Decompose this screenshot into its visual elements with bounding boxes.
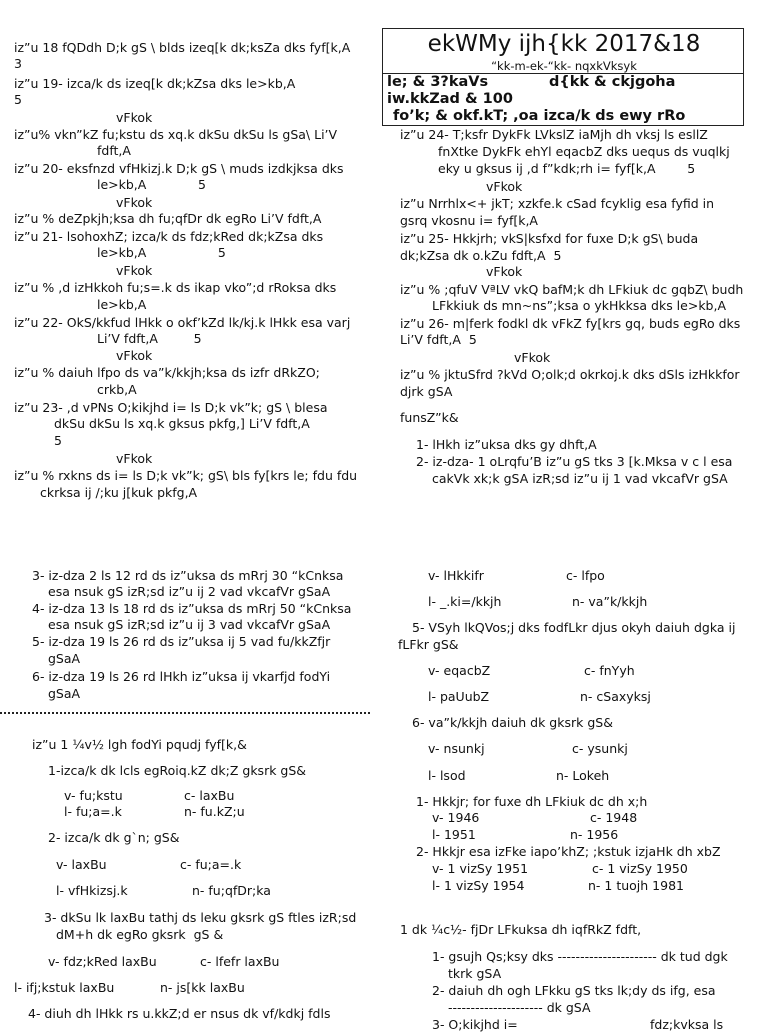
- instruction-item: esa nsuk gS izR;sd iz”u ij 2 vad vkcafVr gSaA: [48, 584, 331, 599]
- instruction-item: 5- iz-dza 19 ls 26 rd ds iz”uksa ij 5 vad fu/kkZfjr: [32, 634, 331, 649]
- question-text: iz”u % ,d izHkkoh fu;s=.k ds ikap vko”;d rRoksa dks: [14, 280, 337, 295]
- exam-max-marks: iw.kkZad & 100: [387, 91, 513, 107]
- or-label: vFkok: [116, 195, 153, 210]
- mcq-option: v- nsunkj: [428, 741, 485, 756]
- mcq-question: dM+h dk egRo gksrk gS &: [56, 927, 224, 942]
- mcq-option: n- fu.kZ;u: [184, 804, 245, 819]
- exam-subject: fo’k; & okf.kT; ,oa izca/k ds ewy rRo: [393, 108, 686, 124]
- fill-blank-item: --------------------- dk gSA: [448, 1000, 591, 1015]
- exam-class: d{kk & ckjgoha: [549, 74, 676, 90]
- mcq-question: 3- dkSu lk laxBu tathj ds leku gksrk gS ftles izR;sd: [44, 910, 357, 925]
- question-text: dkSu dkSu ls xq.k gksus pkfg,] Li’V fdft,A: [54, 416, 310, 431]
- question-text: iz”u 23- ,d vPNs O;kikjhd i= ls D;k vk”k; gS \ blesa: [14, 400, 328, 415]
- instruction-item: esa nsuk gS izR;sd iz”u ij 3 vad vkcafVr gSaA: [48, 617, 331, 632]
- mcq-option: l- 1 vizSy 1954: [432, 878, 525, 893]
- question-marks: 5: [54, 433, 62, 448]
- mcq-question: fLFkr gS&: [398, 637, 459, 652]
- question-marks: 5: [14, 92, 22, 107]
- exam-header-box: [382, 28, 744, 74]
- question-text: djrk gSA: [400, 384, 453, 399]
- question-text: ckrksa ij /;ku j[kuk pkfg,A: [40, 485, 198, 500]
- question-text: iz”u % ;qfuV VªLV vkQ bafM;k dh LFkiuk dc gqbZ\ budh: [400, 282, 744, 297]
- mcq-option: v- eqacbZ: [428, 663, 491, 678]
- question-text: fnXtke DykFk ehYl eqacbZ dks uequs ds vuqlkj: [438, 144, 730, 159]
- question-text: le>kb,A 5: [97, 177, 206, 192]
- mcq-question: 5- VSyh lkQVos;j dks fodfLkr djus okyh daiuh dgka ij: [412, 620, 736, 635]
- question-text: iz”u% vkn”kZ fu;kstu ds xq.k dkSu dkSu ls gSa\ Li’V: [14, 127, 338, 142]
- question-text: le>kb,A: [97, 297, 147, 312]
- question-text: iz”u 21- lsohoxhZ; izca/k ds fdz;kRed dk;kZsa dks: [14, 229, 324, 244]
- question-text: iz”u % jktuSfrd ?kVd O;olk;d okrkoj.k dks dSls izHkkfor: [400, 367, 740, 382]
- question-text: le>kb,A 5: [97, 245, 226, 260]
- mcq-option: c- fu;a=.k: [180, 857, 242, 872]
- mcq-option: l- lsod: [428, 768, 466, 783]
- mcq-question: 1- Hkkjr; for fuxe dh LFkiuk dc dh x;h: [416, 794, 648, 809]
- mcq-option: l- ifj;kstuk laxBu: [14, 980, 115, 995]
- question-text: iz”u 19- izca/k ds izeq[k dk;kZsa dks le>kb,A: [14, 76, 296, 91]
- question-text: fdft,A: [97, 143, 131, 158]
- mcq-option: n- 1 tuojh 1981: [588, 878, 684, 893]
- or-label: vFkok: [116, 451, 153, 466]
- mcq-option: c- lfpo: [566, 568, 605, 583]
- fill-blank-item: 1- gsujh Qs;ksy dks ---------------------- dk tud dgk: [432, 949, 728, 964]
- or-label: vFkok: [116, 110, 153, 125]
- exam-info-box: [382, 74, 744, 126]
- question-text: iz”u % daiuh lfpo ds va”k/kkjh;ksa ds izfr dRkZO;: [14, 365, 320, 380]
- mcq-option: n- fu;qfDr;ka: [192, 883, 271, 898]
- instructions-heading: funsZ”k&: [400, 410, 459, 425]
- mcq-question: 4- diuh dh lHkk rs u.kkZ;d er nsus dk vf/kdkj fdls: [28, 1006, 331, 1021]
- question-text: iz”u 18 fQDdh D;k gS \ blds izeq[k dk;ksZa dks fyf[k,A: [14, 40, 351, 55]
- q1-intro: iz”u 1 ¼v½ lgh fodYi pqudj fyf[k,&: [32, 737, 247, 752]
- fill-blank-item: tkrk gSA: [448, 966, 502, 981]
- question-text: iz”u 26- m|ferk fodkl dk vFkZ fy[krs gq, buds egRo dks: [400, 316, 741, 331]
- mcq-option: c- 1948: [590, 810, 638, 825]
- or-label: vFkok: [116, 348, 153, 363]
- mcq-option: l- _.ki=/kkjh: [428, 594, 502, 609]
- mcq-option: v- 1 vizSy 1951: [432, 861, 529, 876]
- instruction-item: 4- iz-dza 13 ls 18 rd ds iz”uksa ds mRrj 50 “kCnksa: [32, 601, 352, 616]
- question-text: iz”u 20- eksfnzd vfHkizj.k D;k gS \ muds izdkjksa dks: [14, 161, 344, 176]
- mcq-option: l- 1951: [432, 827, 476, 842]
- mcq-option: l- paUubZ: [428, 689, 490, 704]
- mcq-question: 2- Hkkjr esa izFke iapo’khZ; ;kstuk izjaHk dh xbZ: [416, 844, 721, 859]
- or-label: vFkok: [514, 350, 551, 365]
- mcq-option: n- Lokeh: [556, 768, 610, 783]
- question-text: LFkkiuk ds mn~ns”;ksa o ykHkksa dks le>kb,A: [432, 298, 727, 313]
- question-marks: 3: [14, 56, 22, 71]
- mcq-option: v- 1946: [432, 810, 480, 825]
- or-label: vFkok: [486, 179, 523, 194]
- instruction-item: 1- lHkh iz”uksa dks gy dhft,A: [416, 437, 597, 452]
- fill-blank-item: fdz;kvksa ls: [650, 1017, 724, 1032]
- question-text: crkb,A: [97, 382, 137, 397]
- instruction-item: 6- iz-dza 19 ls 26 rd lHkh iz”uksa ij vkarfjd fodYi: [32, 669, 331, 684]
- question-text: iz”u 24- T;ksfr DykFk LVkslZ iaMjh dh vksj ls esllZ: [400, 127, 708, 142]
- question-text: eky u gksus ij ,d f”kdk;rh i= fyf[k,A 5: [438, 161, 696, 176]
- mcq-option: c- lfefr laxBu: [200, 954, 280, 969]
- question-text: iz”u 25- Hkkjrh; vkS|ksfxd for fuxe D;k gS\ buda: [400, 231, 699, 246]
- mcq-option: v- fu;kstu: [64, 788, 123, 803]
- mcq-question: 2- izca/k dk g`n; gS&: [48, 830, 180, 845]
- fill-blanks-heading: 1 dk ¼c½- fjDr LFkuksa dh iqfRkZ fdft,: [400, 922, 642, 937]
- instruction-item: gSaA: [48, 686, 81, 701]
- mcq-option: l- fu;a=.k: [64, 804, 122, 819]
- fill-blank-item: 2- daiuh dh ogh LFkku gS tks lk;dy ds ifg, esa: [432, 983, 716, 998]
- mcq-option: l- vfHkizsj.k: [56, 883, 128, 898]
- question-text: iz”u Nrrhlx<+ jkT; xzkfe.k cSad fcyklig esa fyfid in: [400, 196, 715, 211]
- instruction-item: gSaA: [48, 651, 81, 666]
- question-text: iz”u 22- OkS/kkfud lHkk o okf’kZd lk/kj.k lHkk esa varj: [14, 315, 351, 330]
- question-text: iz”u % rxkns ds i= ls D;k vk”k; gS\ bls fy[krs le; fdu fdu: [14, 468, 358, 483]
- instruction-item: 3- iz-dza 2 ls 12 rd ds iz”uksa ds mRrj 30 “kCnksa: [32, 568, 344, 583]
- mcq-question: 6- va”k/kkjh daiuh dk gksrk gS&: [412, 715, 613, 730]
- mcq-option: c- laxBu: [184, 788, 235, 803]
- or-label: vFkok: [486, 264, 523, 279]
- mcq-option: c- 1 vizSy 1950: [592, 861, 688, 876]
- mcq-option: n- va”k/kkjh: [572, 594, 648, 609]
- question-text: Li’V fdft,A 5: [400, 332, 477, 347]
- exam-subtitle: “kk-m-ek-“kk- nqxkVksyk: [491, 59, 637, 73]
- or-label: vFkok: [116, 263, 153, 278]
- instruction-item: cakVk xk;k gSA izR;sd iz”u ij 1 vad vkcafVr gSA: [432, 471, 728, 486]
- mcq-option: c- fnYyh: [584, 663, 635, 678]
- question-text: iz”u % deZpkjh;ksa dh fu;qfDr dk egRo Li’V fdft,A: [14, 211, 322, 226]
- section-divider: [0, 712, 370, 714]
- mcq-option: c- ysunkj: [572, 741, 628, 756]
- question-text: Li’V fdft,A 5: [97, 331, 202, 346]
- question-text: gsrq vkosnu i= fyf[k,A: [400, 213, 538, 228]
- mcq-option: v- fdz;kRed laxBu: [48, 954, 157, 969]
- exam-time: le; & 3?kaVs: [387, 74, 489, 90]
- mcq-option: v- laxBu: [56, 857, 107, 872]
- mcq-option: n- js[kk laxBu: [160, 980, 245, 995]
- mcq-option: n- 1956: [570, 827, 619, 842]
- fill-blank-item: 3- O;kikjhd i=: [432, 1017, 518, 1032]
- mcq-option: v- lHkkifr: [428, 568, 484, 583]
- mcq-option: n- cSaxyksj: [580, 689, 651, 704]
- mcq-question: 1-izca/k dk lcls egRoiq.kZ dk;Z gksrk gS&: [48, 763, 307, 778]
- question-text: dk;kZsa dk o.kZu fdft,A 5: [400, 248, 562, 263]
- exam-title: ekWMy ijh{kk 2017&18: [427, 31, 701, 57]
- instruction-item: 2- iz-dza- 1 oLrqfu’B iz”u gS tks 3 [k.Mksa v c l esa: [416, 454, 733, 469]
